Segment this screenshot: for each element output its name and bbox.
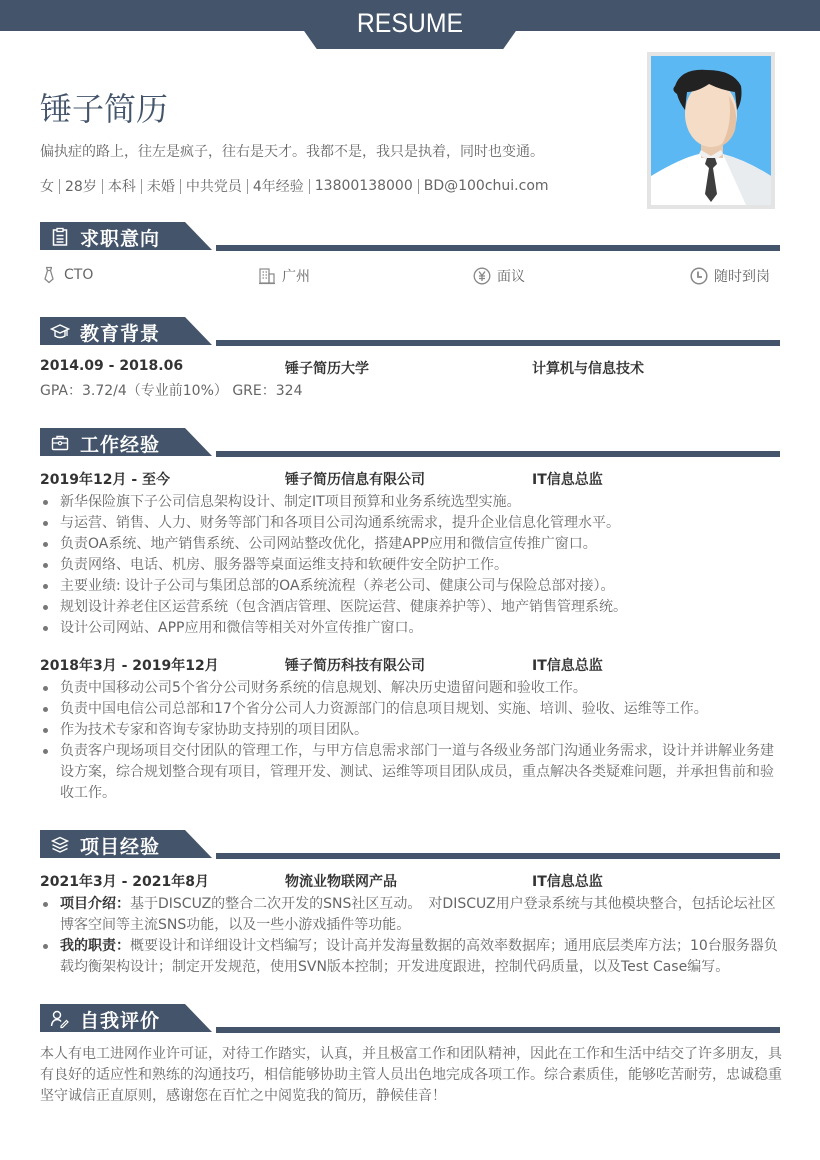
job-period: 2018年3月 - 2019年12月 (40, 658, 219, 674)
job-duties (40, 492, 782, 639)
section-divider (216, 853, 780, 859)
project-role: IT信息总监 (532, 874, 603, 890)
education-school: 锤子简历大学 (285, 361, 369, 377)
personal-info (40, 176, 549, 196)
info-politics: 中共党员 (185, 179, 242, 195)
self-evaluation-text: 本人有电工进网作业许可证，对待工作踏实，认真，并且极富工作和团队精神，因此在工作和生活中结交了许多朋友，具有良好的适应性和熟练的沟通技巧，相信能够协助主管人员出色地完成各项工作。综合素质佳，能够吃苦耐劳，忠诚稳重坚守诚信正直原则，感谢您在百忙之中阅览我的简历，静候佳音！ (40, 1046, 782, 1104)
section-title: 求职意向 (80, 228, 161, 250)
list-item: 负责客户现场项目交付团队的管理工作，与甲方信息需求部门一道与各级业务部门沟通业务需求，设计并讲解业务建设方案，综合规划整合现有项目，管理开发、测试、运维等项目团队成员，重点解决各类疑难问题，并承担售前和验收工作。 (40, 741, 782, 804)
info-email: BD@100chui.com (423, 178, 549, 194)
list-item: 新华保险旗下子公司信息架构设计、制定IT项目预算和业务系统选型实施。 (40, 492, 782, 513)
job-company: 锤子简历科技有限公司 (285, 658, 425, 674)
job-duties (40, 678, 782, 804)
project-duty-text: 概要设计和详细设计文档编写；设计高并发海量数据的高效率数据库；通用底层类库方法；10台服务器负载均衡架构设计；制定开发规范，使用SVN版本控制；开发进度跟进，控制代码质量，以及Test Case编写。 (60, 938, 778, 975)
job-role: IT信息总监 (532, 472, 603, 488)
intent-position (40, 266, 93, 284)
info-gender: 女 (40, 179, 54, 195)
list-item: 负责中国电信公司总部和17个省分公司人力资源部门的信息项目规划、实施、培训、验收、运维等工作。 (40, 699, 782, 720)
education-period: 2014.09 - 2018.06 (40, 358, 184, 374)
section-title: 工作经验 (80, 434, 161, 456)
yen-icon (473, 267, 491, 285)
section-header-self-evaluation (40, 1004, 780, 1034)
resume-title: RESUME (356, 8, 464, 38)
info-experience: 4年经验 (252, 179, 304, 195)
section-header-education (40, 317, 780, 347)
list-item: 负责OA系统、地产销售系统、公司网站整改优化，搭建APP应用和微信宣传推广窗口。 (40, 534, 782, 555)
section-divider (216, 1027, 780, 1033)
section-title: 教育背景 (80, 323, 161, 345)
intent-city (258, 266, 310, 286)
section-title: 自我评价 (80, 1010, 161, 1032)
intent-salary (473, 266, 525, 286)
layers-icon (50, 835, 70, 855)
avatar (647, 52, 775, 209)
project-name: 物流业物联网产品 (285, 874, 397, 890)
intent-availability-label: 随时到岗 (714, 269, 770, 285)
info-marital: 未婚 (146, 179, 175, 195)
section-header-project (40, 830, 780, 860)
user-edit-icon (50, 1009, 70, 1029)
info-degree: 本科 (107, 179, 136, 195)
list-item (40, 894, 782, 936)
education-detail: GPA：3.72/4（专业前10%） GRE：324 (40, 383, 303, 399)
tie-icon (40, 266, 58, 284)
job-intent-row (40, 266, 780, 286)
section-divider (216, 451, 780, 457)
list-item: 作为技术专家和咨询专家协助支持别的项目团队。 (40, 720, 782, 741)
job-role: IT信息总监 (532, 658, 603, 674)
project-intro-label: 项目介绍： (60, 896, 130, 912)
section-divider (216, 340, 780, 346)
clock-icon (690, 267, 708, 285)
section-header-intent (40, 222, 780, 252)
intent-position-label: CTO (64, 267, 94, 283)
job-period: 2019年12月 - 至今 (40, 472, 171, 488)
list-item: 规划设计养老住区运营系统（包含酒店管理、医院运营、健康养护等）、地产销售管理系统。 (40, 597, 782, 618)
graduation-cap-icon (50, 322, 70, 342)
list-item: 设计公司网站、APP应用和微信等相关对外宣传推广窗口。 (40, 618, 782, 639)
intent-salary-label: 面议 (497, 269, 525, 285)
candidate-name: 锤子简历 (40, 90, 169, 128)
motto: 偏执症的路上，往左是疯子，往右是天才。我都不是，我只是执着，同时也变通。 (40, 144, 544, 160)
list-item (40, 936, 782, 978)
list-item: 主要业绩: 设计子公司与集团总部的OA系统流程（养老公司、健康公司与保险总部对接）。 (40, 576, 782, 597)
intent-availability (690, 266, 770, 286)
project-duty-label: 我的职责： (60, 938, 130, 954)
project-details (40, 894, 782, 978)
clipboard-icon (50, 227, 70, 247)
briefcase-icon (50, 433, 70, 453)
list-item: 负责中国移动公司5个省分公司财务系统的信息规划、解决历史遗留问题和验收工作。 (40, 678, 782, 699)
info-age: 28岁 (65, 179, 97, 195)
education-major: 计算机与信息技术 (532, 361, 644, 377)
section-header-work (40, 428, 780, 458)
section-divider (216, 245, 780, 251)
project-intro-text: 基于DISCUZ的整合二次开发的SNS社区互动。 对DISCUZ用户登录系统与其他模块整合，包括论坛社区博客空间等主流SNS功能，以及一些小游戏插件等功能。 (60, 896, 776, 933)
section-title: 项目经验 (80, 836, 161, 858)
avatar-illustration (651, 56, 771, 205)
list-item: 负责网络、电话、机房、服务器等桌面运维支持和软硬件安全防护工作。 (40, 555, 782, 576)
list-item: 与运营、销售、人力、财务等部门和各项目公司沟通系统需求，提升企业信息化管理水平。 (40, 513, 782, 534)
job-company: 锤子简历信息有限公司 (285, 472, 425, 488)
building-icon (258, 267, 276, 285)
intent-city-label: 广州 (282, 269, 310, 285)
project-period: 2021年3月 - 2021年8月 (40, 874, 209, 890)
info-phone: 13800138000 (314, 178, 413, 194)
